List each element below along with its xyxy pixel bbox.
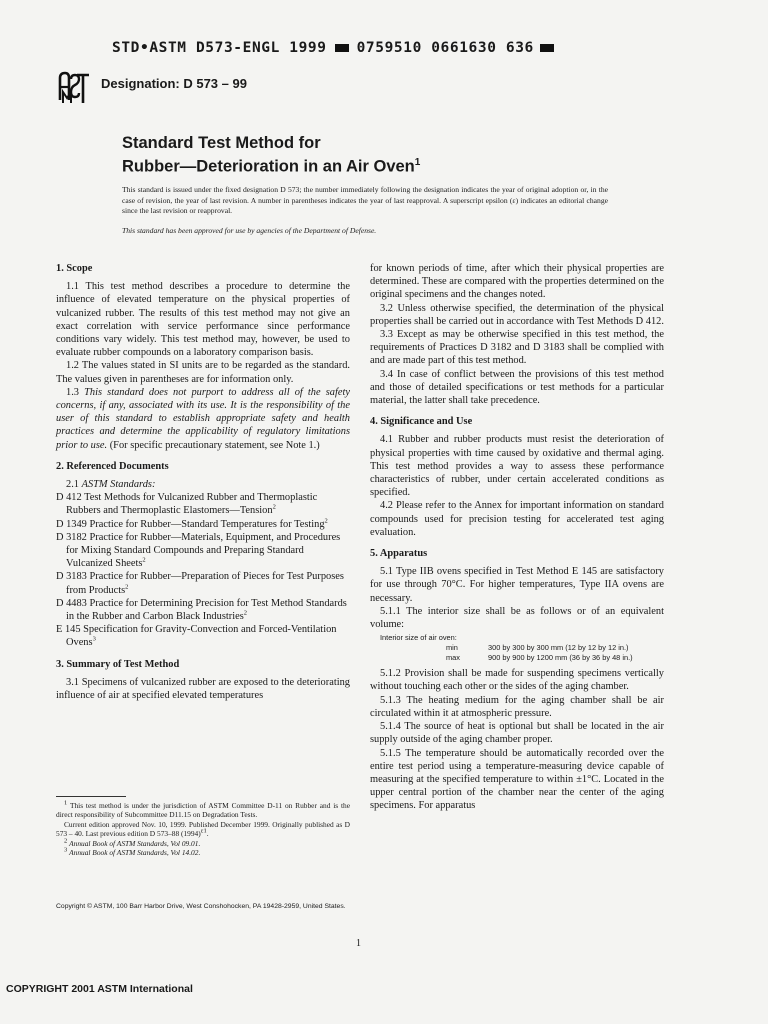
- left-column: [56, 262, 350, 702]
- document-stamp: [112, 40, 552, 56]
- paragraph: 5.1.1 The interior size shall be as follows or of an equivalent volume:: [370, 605, 664, 631]
- footnote: [56, 801, 350, 820]
- paragraph: 3.4 In case of conflict between the provisions of this test method and those of detailed specifications or test methods for a particular material, the latter shall take precedence.: [370, 368, 664, 407]
- paragraph-tail: (For specific precautionary statement, see Note 1.): [109, 439, 320, 451]
- footnote-divider: [56, 796, 126, 797]
- astm-standards-label: ASTM Standards:: [81, 479, 156, 491]
- stamp-code: STD•ASTM D573-ENGL 1999: [112, 40, 327, 56]
- footnote-mark: 2: [142, 556, 146, 564]
- copyright-footer: COPYRIGHT 2001 ASTM International: [6, 983, 193, 995]
- footnote: [56, 839, 350, 848]
- paragraph: 5.1.4 The source of heat is optional but shall be located in the air supply outside of the aging chamber proper.: [370, 721, 664, 746]
- paragraph: [56, 386, 350, 452]
- reference-item: [56, 623, 350, 649]
- stamp-number: 0759510 0661630 636: [356, 40, 534, 56]
- reference-item: [56, 518, 350, 531]
- paragraph: 1.1 This test method describes a procedure to determine the influence of elevated temperature on the physical properties of vulcanized rubber. The results of this test method may not give an exact correlation with service performance since performance conditions vary widely. This test method may, however, be used to evaluate rubber compounds on a laboratory comparison basis.: [56, 281, 350, 359]
- paragraph: [56, 478, 350, 491]
- footnote-text: This test method is under the jurisdiction of ASTM Committee D-11 on Rubber and is the direct responsibility of Subcommittee D11.15 on Degradation Tests.: [56, 801, 350, 820]
- paragraph: 5.1.2 Provision shall be made for suspending specimens vertically without touching each other or the sides of the aging chamber.: [370, 668, 664, 693]
- section-heading: 2. Referenced Documents: [56, 460, 169, 472]
- title-text: Rubber—Deterioration in an Air Oven: [122, 157, 415, 176]
- paragraph: for known periods of time, after which their physical properties are determined. These are compared with the properties determined on the original specimens and the changes noted.: [370, 263, 664, 301]
- paragraph: 4.1 Rubber and rubber products must resist the deterioration of physical properties with time caused by oxidative and thermal aging. This test method provides a way to assess these performance characteristics of rubber, under certain accelerated conditions as specified.: [370, 434, 664, 499]
- oven-size-row: [380, 653, 664, 663]
- oven-size-label: Interior size of air oven:: [380, 633, 457, 643]
- oven-size-min-value: 300 by 300 by 300 mm (12 by 12 by 12 in.): [488, 643, 629, 653]
- reference-item: [56, 531, 350, 571]
- copyright-address: Copyright © ASTM, 100 Barr Harbor Drive, West Conshohocken, PA 19428-2959, United States.: [56, 903, 346, 910]
- page-number: 1: [356, 938, 361, 949]
- reference-text: D 3182 Practice for Rubber—Materials, Equipment, and Procedures for Mixing Standard Compounds and Preparing Standard Vulcanized Sheets: [56, 531, 341, 570]
- right-column: [370, 262, 664, 813]
- reference-item: [56, 570, 350, 596]
- footnote-mark: 2: [272, 503, 276, 511]
- stamp-block-mark: [540, 44, 554, 52]
- oven-size-table: [380, 633, 664, 663]
- reference-text: D 1349 Practice for Rubber—Standard Temperatures for Testing: [56, 518, 325, 530]
- reference-text: D 412 Test Methods for Vulcanized Rubber and Thermoplastic Rubbers and Thermoplastic Elastomers—Tension: [56, 492, 318, 517]
- footnote-text: Annual Book of ASTM Standards, Vol 14.02.: [69, 848, 201, 858]
- footnotes: [56, 801, 350, 857]
- paragraph: 1.2 The values stated in SI units are to be regarded as the standard. The values given in parentheses are for information only.: [56, 360, 350, 385]
- footnote-mark: 2: [125, 583, 129, 591]
- stamp-block-mark: [335, 44, 349, 52]
- designation: Designation: D 573 – 99: [101, 76, 247, 91]
- document-title: [122, 133, 420, 177]
- reference-item: [56, 491, 350, 517]
- reference-item: [56, 597, 350, 623]
- footnote-mark: 1: [64, 799, 68, 807]
- paragraph: 3.2 Unless otherwise specified, the determination of the physical properties shall be carried out in accordance with Test Methods D 412.: [370, 302, 664, 327]
- reference-text: D 3183 Practice for Rubber—Preparation of Pieces for Test Purposes from Products: [56, 571, 344, 596]
- paragraph: 5.1.5 The temperature should be automatically recorded over the entire test period using a temperature-measuring device capable of measuring at the specified temperature to within ±1°C. Located in the upper central portion of the chamber near the center of the aging specimens. For apparatus: [370, 747, 664, 812]
- reference-text: E 145 Specification for Gravity-Convection and Forced-Ventilation Ovens: [56, 624, 337, 649]
- footnote-text: Current edition approved Nov. 10, 1999. Published December 1999. Originally published as D 573 – 40. Last previous edition D 573–88 (1994): [56, 819, 350, 839]
- paragraph: 3.1 Specimens of vulcanized rubber are exposed to the deteriorating influence of air at specified elevated temperatures: [56, 676, 350, 702]
- paragraph: 3.3 Except as may be otherwise specified in this test method, the requirements of Practices D 3182 and D 3183 shall be complied with and are made part of this test method.: [370, 329, 664, 367]
- reference-text: D 4483 Practice for Determining Precision for Test Method Standards in the Rubber and Carbon Black Industries: [56, 597, 347, 623]
- oven-size-row: [380, 643, 664, 653]
- oven-size-min-label: min: [446, 643, 458, 653]
- astm-logo-icon: [57, 70, 91, 106]
- paragraph-number: 2.1: [66, 479, 79, 491]
- issuance-notice: This standard is issued under the fixed designation D 573; the number immediately following the designation indicates the year of original adoption or, in the case of revision, the year of last revision. A number in parentheses indicates the year of last reapproval. A superscript epsilon (ε) indicates an editorial change since the last revision or reapproval.: [122, 185, 608, 215]
- paragraph: 5.1 Type IIB ovens specified in Test Method E 145 are satisfactory for use through 70°C. For higher temperatures, Type IIA ovens are necessary.: [370, 566, 664, 604]
- oven-size-max-label: max: [446, 653, 460, 663]
- footnote: Current edition approved Nov. 10, 1999. Published December 1999. Originally published as D 573 – 40. Last previous edition D 573–88 $(1994)^{\varepsilon 1}$.: [56, 819, 350, 839]
- title-footnote-mark: 1: [414, 157, 421, 168]
- footnote-mark: ε1: [200, 827, 207, 835]
- footnote-mark: 3: [64, 846, 68, 854]
- footnote-mark: 3: [92, 636, 96, 644]
- approval-statement: This standard has been approved for use by agencies of the Department of Defense.: [122, 226, 377, 235]
- section-heading: 4. Significance and Use: [370, 416, 473, 428]
- paragraph-number: 1.3: [66, 386, 79, 398]
- section-heading: 3. Summary of Test Method: [56, 658, 180, 670]
- footnote-mark: 2: [64, 837, 68, 845]
- paragraph: 4.2 Please refer to the Annex for important information on standard compounds used for precision testing for accelerated test aging evaluation.: [370, 500, 664, 538]
- title-line-1: Standard Test Method for: [122, 134, 321, 152]
- section-heading: 5. Apparatus: [370, 548, 428, 560]
- footnote-mark: 2: [324, 517, 328, 525]
- section-heading: 1. Scope: [56, 263, 93, 274]
- title-line-2: [122, 153, 420, 177]
- paragraph: 5.1.3 The heating medium for the aging chamber shall be air circulated within it at atmospheric pressure.: [370, 694, 664, 719]
- oven-size-max-value: 900 by 900 by 1200 mm (36 by 36 by 48 in.): [488, 653, 633, 663]
- footnote-text: Annual Book of ASTM Standards, Vol 09.01.: [69, 838, 201, 848]
- footnote: [56, 848, 350, 857]
- footnote-mark: 2: [243, 609, 248, 617]
- safety-statement: This standard does not purport to address all of the safety concerns, if any, associated with its use. It is the responsibility of the user of this standard to establish appropriate safety and health practices and determine the applicability of regulatory limitations prior to use.: [56, 386, 350, 451]
